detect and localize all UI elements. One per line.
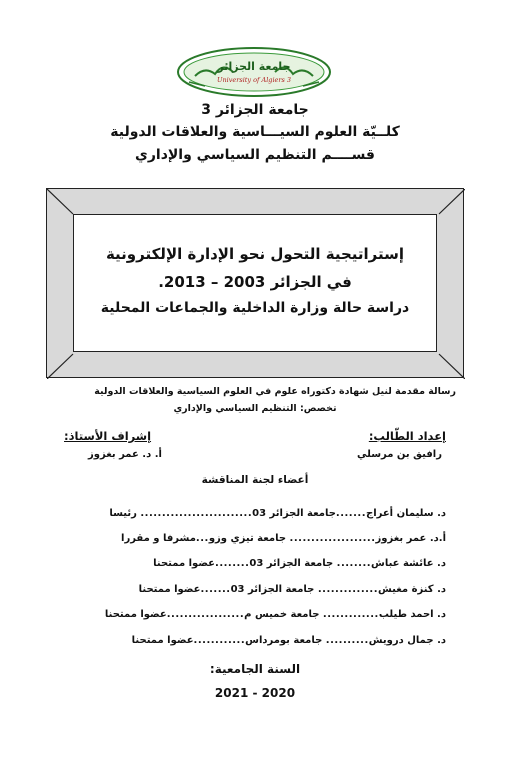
supervisor-label: إشراف الأستاذ: [64, 429, 152, 443]
member-dots: ....... [200, 584, 231, 595]
committee-member [46, 508, 446, 524]
member-role: عضوا ممتحنا [131, 635, 194, 646]
member-university: جامعة بومرداس [245, 635, 323, 646]
member-dots: ............ [193, 635, 246, 646]
member-university: جامعة الجزائر 03 [249, 558, 334, 569]
prepared-by-label: إعداد الطّالب: [368, 429, 446, 443]
department-name: قســــم التنظيم السياسي والإداري [135, 147, 375, 163]
faculty-name: كلــيّة العلوم السيـــاسية والعلاقات الدولية [110, 124, 400, 140]
supervisor-name: أ. د. عمر بغزوز [88, 449, 162, 460]
academic-year: 2021 - 2020 [214, 686, 296, 700]
committee-member [46, 558, 446, 574]
member-role: عضوا ممتحنا [138, 584, 201, 595]
academic-year-label: السنة الجامعية: [209, 662, 301, 676]
title-frame [46, 188, 464, 378]
member-university: جامعة تيزي وزو [208, 533, 287, 544]
thesis-title-line2: في الجزائر 2003 – 2013. [158, 273, 352, 291]
member-name: د. جمال درويش [368, 635, 446, 646]
member-dots: .............. [317, 584, 379, 595]
thesis-note: رسالة مقدمة لنيل شهادة دكتوراه علوم في العلوم السياسية والعلاقات الدولية [94, 386, 456, 397]
member-dots: ....... [335, 508, 366, 519]
member-dots: ........ [215, 558, 250, 569]
member-university: جامعة خميس م [244, 609, 320, 620]
university-logo [175, 46, 333, 98]
member-dots: .................... [289, 533, 376, 544]
member-dots: .......... [325, 635, 369, 646]
committee-member [46, 635, 446, 651]
member-name: د. احمد طيلب [378, 609, 446, 620]
committee-heading: أعضاء لجنة المناقشة [201, 474, 309, 486]
thesis-title-line3: دراسة حالة وزارة الداخلية والجماعات المحلية [100, 300, 410, 316]
member-name: د. كنزة مغيش [378, 584, 446, 595]
specialty: تخصص: التنظيم السياسي والإداري [173, 403, 337, 414]
member-dots: .................. [166, 609, 245, 620]
member-role: عضوا ممتحنا [153, 558, 216, 569]
member-name: د. سليمان أعراج [366, 508, 446, 519]
member-university: جامعة الجزائر 03 [252, 508, 336, 519]
member-name: د. عائشة عباش [371, 558, 446, 569]
logo-latin-text: University of Algiers 3 [216, 76, 292, 84]
member-dots: .......................... [140, 508, 253, 519]
committee-member [46, 584, 446, 600]
member-dots: ........ [336, 558, 372, 569]
university-name: جامعة الجزائر 3 [201, 102, 309, 118]
thesis-title-line1: إستراتيجية التحول نحو الإدارة الإلكترونية [105, 245, 405, 263]
member-role: مشرفا و مقررا [121, 533, 196, 544]
logo-arabic-text: جامعة الجزائر [217, 60, 291, 73]
member-dots: ... [195, 533, 209, 544]
student-name: رافيق بن مرسلي [357, 449, 442, 460]
member-university: جامعة الجزائر 03 [230, 584, 315, 595]
committee-member [46, 609, 446, 625]
committee-member [46, 533, 446, 549]
member-role: رئيسا [109, 508, 137, 519]
member-name: أ.د. عمر بغزوز [375, 533, 446, 544]
university-seal-icon [175, 46, 333, 98]
member-role: عضوا ممتحنا [104, 609, 167, 620]
member-dots: ............. [322, 609, 379, 620]
